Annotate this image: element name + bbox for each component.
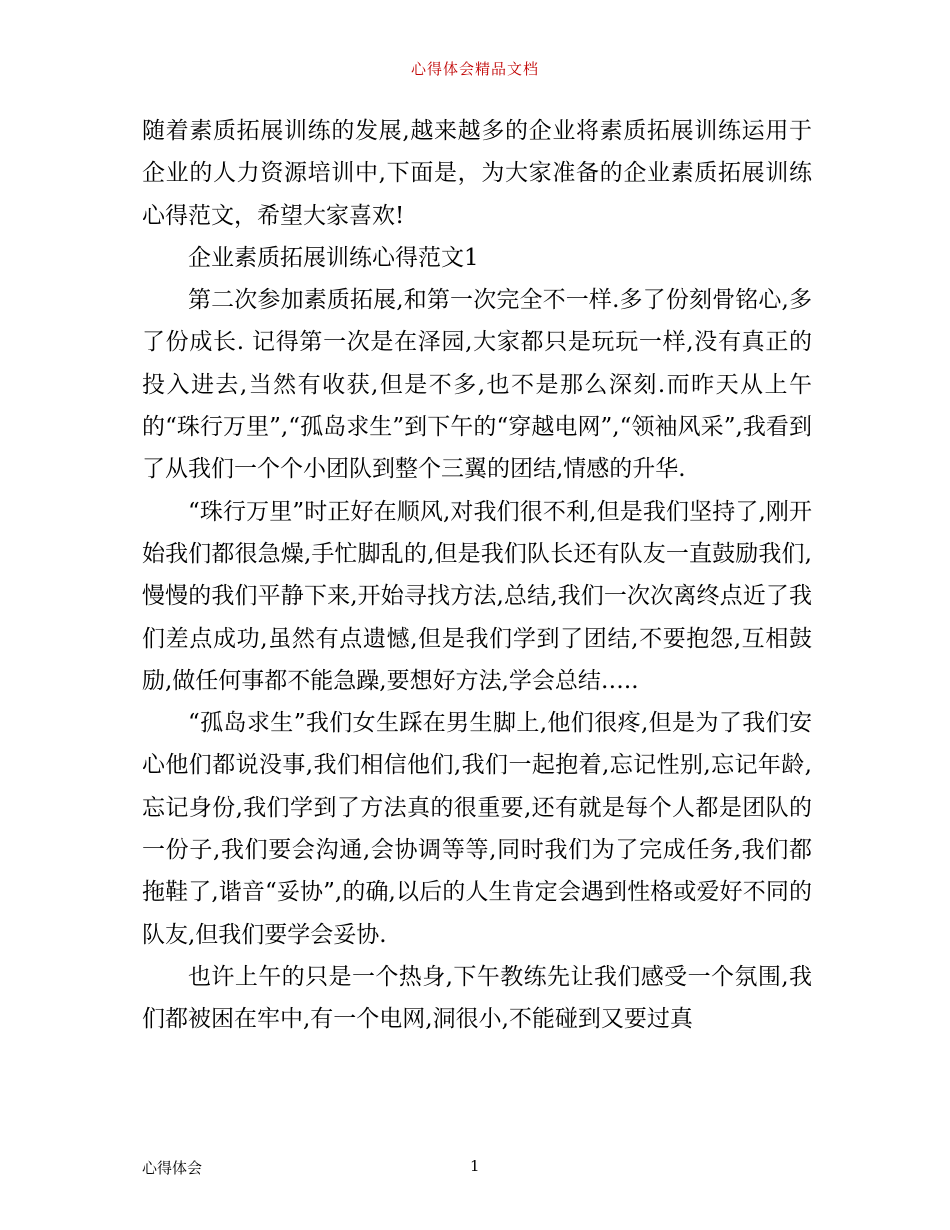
body-paragraph: 也许上午的只是一个热身,下午教练先让我们感受一个氛围,我们都被困在牢中,有一个电网,洞很小,不能碰到又要过真: [142, 963, 812, 1033]
section-heading: 企业素质拓展训练心得范文1: [188, 244, 479, 271]
body-paragraph: 第二次参加素质拓展,和第一次完全不一样.多了份刻骨铭心,多了份成长. 记得第一次是在泽园,大家都只是玩玩一样,没有真正的投入进去,当然有收获,但是不多,也不是那么深刻.而昨天从上午的“珠行万里”,“孤岛求生”到下午的“穿越电网”,“领袖风采”,我看到了从我们一个个小团队到整个三翼的团结,情感的升华.: [142, 287, 812, 483]
body-paragraph: “孤岛求生”我们女生踩在男生脚上,他们很疼,但是为了我们安心他们都说没事,我们相信他们,我们一起抱着,忘记性别,忘记年龄,忘记身份,我们学到了方法真的很重要,还有就是每个人都是团队的一份子,我们要会沟通,会协调等等,同时我们为了完成任务,我们都拖鞋了,谐音“妥协”,的确,以后的人生肯定会遇到性格或爱好不同的队友,但我们要学会妥协.: [142, 710, 812, 948]
document-body: [142, 110, 812, 1041]
page-number: 1: [470, 1157, 480, 1175]
intro-paragraph: 随着素质拓展训练的发展,越来越多的企业将素质拓展训练运用于企业的人力资源培训中,下面是，为大家准备的企业素质拓展训练心得范文，希望大家喜欢!: [142, 118, 812, 229]
page-header-title: 心得体会精品文档: [410, 60, 539, 78]
page-footer-label: 心得体会: [142, 1159, 203, 1177]
body-paragraph: “珠行万里”时正好在顺风,对我们很不利,但是我们坚持了,刚开始我们都很急燥,手忙脚乱的,但是我们队长还有队友一直鼓励我们,慢慢的我们平静下来,开始寻找方法,总结,我们一次次离终点近了我们差点成功,虽然有点遗憾,但是我们学到了团结,不要抱怨,互相鼓励,做任何事都不能急躁,要想好方法,学会总结…..: [142, 498, 812, 694]
